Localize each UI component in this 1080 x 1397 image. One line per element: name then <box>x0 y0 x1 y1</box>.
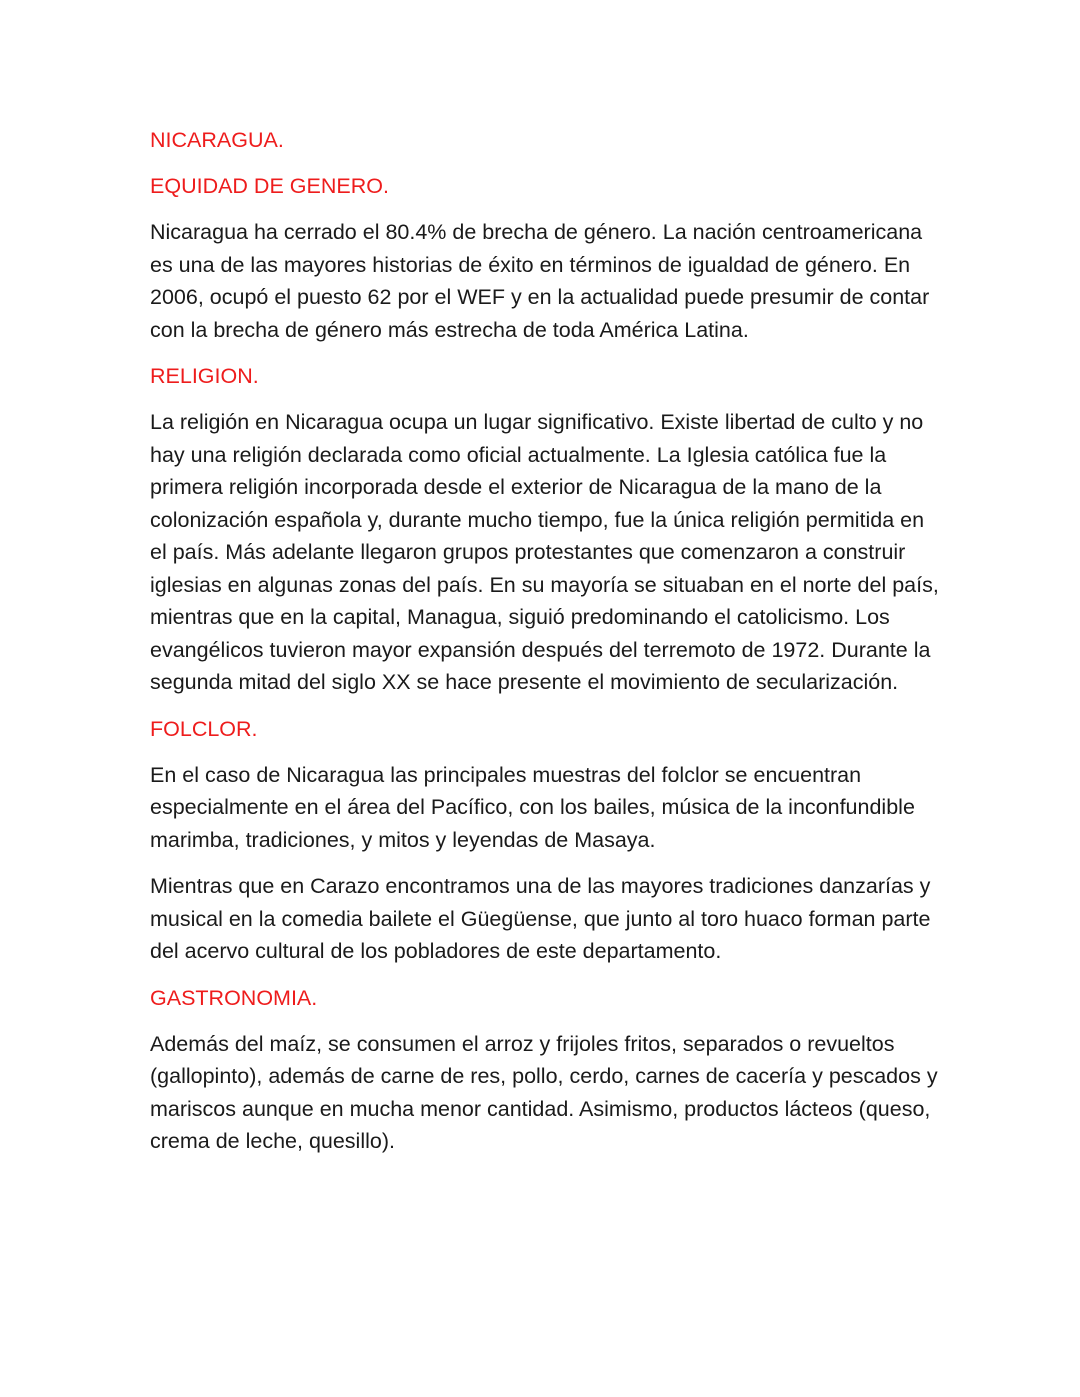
section-religion <box>150 360 940 699</box>
section-heading-folclor: FOLCLOR. <box>150 716 258 741</box>
section-heading-gastronomia: GASTRONOMIA. <box>150 985 318 1010</box>
section-equidad-de-genero <box>150 170 940 346</box>
section-gastronomia <box>150 982 940 1158</box>
paragraph-folclor-1: En el caso de Nicaragua las principales muestras del folclor se encuentran especialmente en el área del Pacífico, con los bailes, música de la inconfundible marimba, tradiciones, y mitos y leyendas de Masaya. <box>150 762 915 852</box>
paragraph-equidad: Nicaragua ha cerrado el 80.4% de brecha de género. La nación centroamericana es una de las mayores historias de éxito en términos de igualdad de género. En 2006, ocupó el puesto 62 por el WEF y en la actualidad puede presumir de contar con la brecha de género más estrecha de toda América Latina. <box>150 220 930 342</box>
section-folclor <box>150 713 940 968</box>
paragraph-folclor-2: Mientras que en Carazo encontramos una de las mayores tradiciones danzarías y musical en la comedia bailete el Güegüense, que junto al toro huaco forman parte del acervo cultural de los pobladores de este departamento. <box>150 874 931 963</box>
paragraph-gastronomia: Además del maíz, se consumen el arroz y frijoles fritos, separados o revueltos (gallopinto), además de carne de res, pollo, cerdo, carnes de cacería y pescados y mariscos aunque en mucha menor cantidad. Asimismo, productos lácteos (queso, crema de leche, quesillo). <box>150 1031 938 1153</box>
paragraph-religion: La religión en Nicaragua ocupa un lugar significativo. Existe libertad de culto y no hay una religión declarada como oficial actualmente. La Iglesia católica fue la primera religión incorporada desde el exterior de Nicaragua de la mano de la colonización española y, durante mucho tiempo, fue la única religión permitida en el país. Más adelante llegaron grupos protestantes que comenzaron a construir iglesias en algunas zonas del país. En su mayoría se situaban en el norte del país, mientras que en la capital, Managua, siguió predominando el catolicismo. Los evangélicos tuvieron mayor expansión después del terremoto de 1972. Durante la segunda mitad del siglo XX se hace presente el movimiento de secularización. <box>150 410 939 694</box>
section-heading-religion: RELIGION. <box>150 364 259 388</box>
document-title: NICARAGUA. <box>150 128 284 152</box>
section-heading-equidad: EQUIDAD DE GENERO. <box>150 174 389 198</box>
document-page <box>150 124 940 1172</box>
